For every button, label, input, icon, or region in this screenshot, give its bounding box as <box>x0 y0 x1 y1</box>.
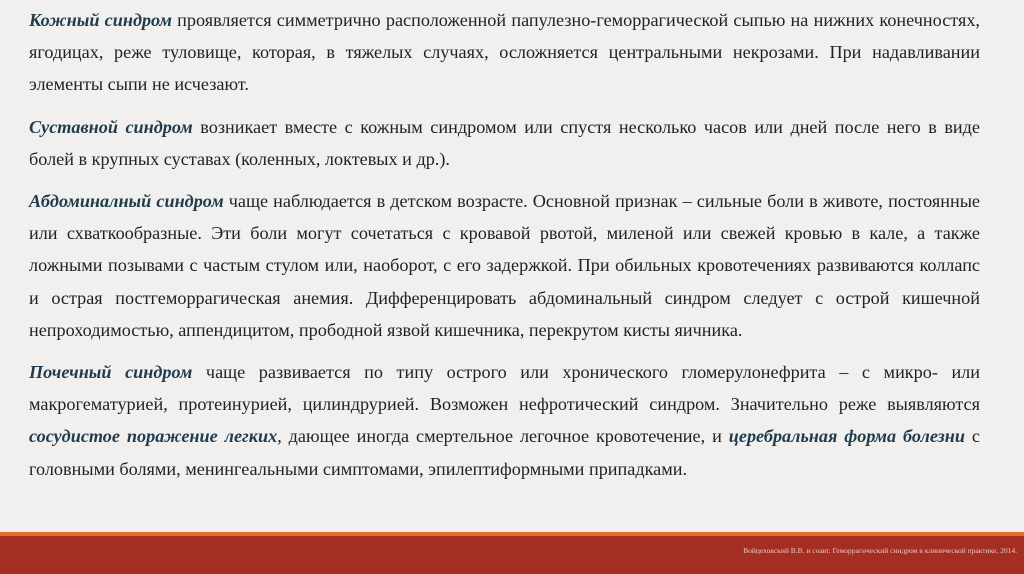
paragraph-text: , дающее иногда смертельное легочное кровотечение, и <box>277 426 729 447</box>
paragraph-text: с головными болями, менингеальными симптомами, эпилептиформными припадками. <box>29 426 980 479</box>
paragraph-joint-syndrome <box>29 111 980 175</box>
slide-body <box>29 4 980 495</box>
footer-bar <box>0 536 1024 574</box>
term-skin-syndrome: Кожный синдром <box>29 10 172 30</box>
term-cerebral-form: церебральная форма болезни <box>728 426 965 447</box>
paragraph-skin-syndrome <box>29 4 980 101</box>
paragraph-text: проявляется симметрично расположенной папулезно-геморрагической сыпью на нижних конечностях, ягодицах, реже туловище, которая, в тяжелых случаях, осложняется центральными некрозами. При надавливании элементы сыпи не исчезают. <box>29 10 980 95</box>
term-joint-syndrome: Суставной синдром <box>29 116 193 137</box>
paragraph-text: чаще развивается по типу острого или хронического гломерулонефрита – с микро- или макрогематурией, протеинурией, цилиндрурией. Возможен нефротический синдром. Значительно реже выявляются <box>29 362 980 415</box>
paragraph-abdominal-syndrome <box>29 185 980 346</box>
term-abdominal-syndrome: Абдоминалный синдром <box>29 191 224 212</box>
paragraph-text: чаще наблюдается в детском возрасте. Основной признак – сильные боли в животе, постоянные или схваткообразные. Эти боли могут сочетаться с кровавой рвотой, миленой или свежей кровью в кале, а также ложными позывами с частым стулом или, наоборот, с его задержкой. При обильных кровотечениях развиваются коллапс и острая постгеморрагическая анемия. Дифференцировать абдоминальный синдром следует с острой кишечной непроходимостью, аппендицитом, прободной язвой кишечника, перекрутом кисты яичника. <box>29 191 980 340</box>
paragraph-text: возникает вместе с кожным синдромом или спустя несколько часов или дней после него в виде болей в крупных суставах (коленных, локтевых и др.). <box>29 116 980 169</box>
paragraph-renal-syndrome <box>29 356 980 485</box>
term-pulmonary-vascular-lesion: сосудистое поражение легких <box>29 426 278 447</box>
term-renal-syndrome: Почечный синдром <box>29 362 193 383</box>
footer-citation: Войцеховский В.В. и соавт. Геморрагический синдром в клинической практике, 2014. <box>743 546 1017 555</box>
